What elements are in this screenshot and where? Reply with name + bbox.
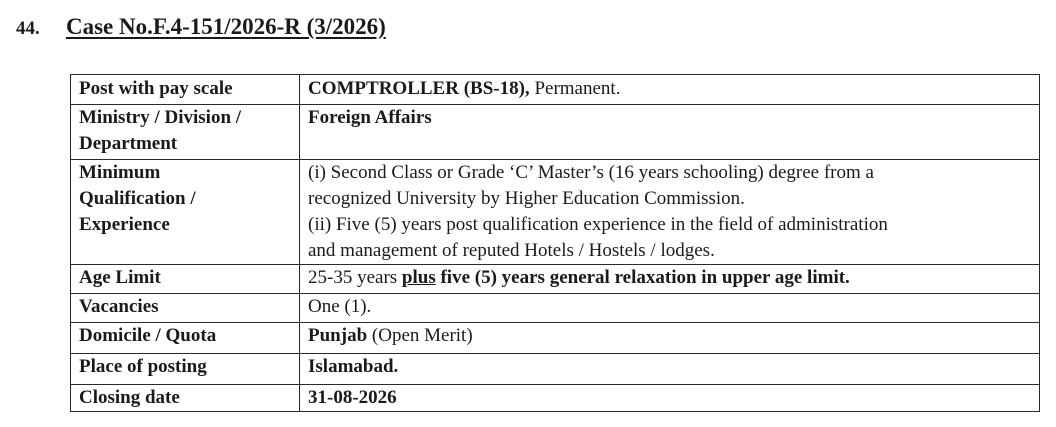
ministry-label-line2: Department [79,133,178,154]
vacancies-value: One (1). [300,294,1040,323]
qualification-label [71,160,300,265]
age-plus: plus [401,267,436,288]
qualification-label-line1: Minimum [79,162,161,183]
post-label: Post with pay scale [71,75,300,105]
table-row-post [71,75,1040,105]
table-row-qualification [71,160,1040,265]
place-label: Place of posting [71,354,300,385]
vacancies-label: Vacancies [71,294,300,323]
age-range: 25-35 years [308,267,402,288]
place-value: Islamabad. [300,354,1040,385]
qualification-item2-line2: and management of reputed Hotels / Hostels / lodges. [308,240,715,261]
case-details-table [70,74,1040,412]
ministry-label [71,105,300,160]
table-row-closing [71,385,1040,412]
domicile-province: Punjab [308,325,368,346]
domicile-label: Domicile / Quota [71,323,300,354]
qualification-item2-line1: (ii) Five (5) years post qualification experience in the field of administration [308,214,888,235]
post-title: COMPTROLLER (BS-18), [308,78,530,99]
qualification-value [300,160,1040,265]
qualification-label-line2: Qualification / [79,188,196,209]
closing-label: Closing date [71,385,300,412]
ministry-value: Foreign Affairs [300,105,1040,160]
age-label: Age Limit [71,265,300,294]
case-number-title: Case No.F.4-151/2026-R (3/2026) [66,14,386,39]
case-heading [16,14,386,48]
table-row-age [71,265,1040,294]
post-status: Permanent. [529,78,621,99]
age-relaxation: five (5) years general relaxation in upper age limit. [435,267,850,288]
table-row-domicile [71,323,1040,354]
table-row-ministry [71,105,1040,160]
table-row-vacancies [71,294,1040,323]
qualification-item1-line2: recognized University by Higher Education Commission. [308,188,745,209]
table-row-place [71,354,1040,385]
domicile-quota: (Open Merit) [367,325,473,346]
qualification-label-line3: Experience [79,214,170,235]
post-value [300,75,1040,105]
qualification-item1-line1: (i) Second Class or Grade ‘C’ Master’s (16 years schooling) degree from a [308,162,874,183]
closing-value: 31-08-2026 [300,385,1040,412]
item-number: 44. [16,18,40,39]
ministry-label-line1: Ministry / Division / [79,107,242,128]
age-value [300,265,1040,294]
domicile-value [300,323,1040,354]
